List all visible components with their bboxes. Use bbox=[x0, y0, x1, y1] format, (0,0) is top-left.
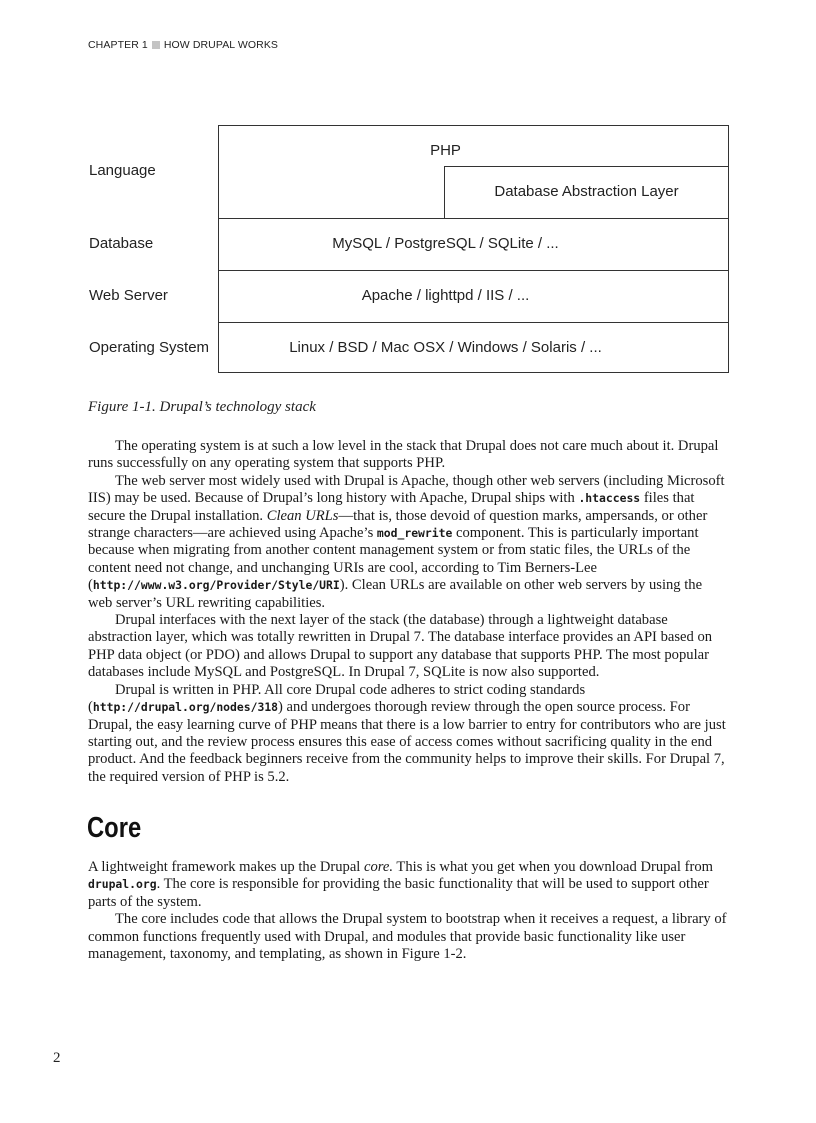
paragraph-php: Drupal is written in PHP. All core Drupal code adheres to strict coding standards (http://drupal.org/nodes/318) and undergoes thorough review through the open source process. For Drupal, the easy learning curve of PHP means that there is a low barrier to entry for contributors who are just starting out, and the review process ensures this ease of access comes without sacrificing quality in the end product. And the feedback beginners receive from the community helps to improve their skills. For Drupal 7, the required version of PHP is 5.2. bbox=[88, 681, 726, 785]
drupal-org-code: drupal.org bbox=[88, 877, 157, 892]
running-head-chapter: CHAPTER 1 bbox=[88, 39, 148, 51]
core-term: core. bbox=[364, 859, 394, 875]
database-label: MySQL / PostgreSQL / SQLite / ... bbox=[332, 235, 559, 252]
figure-caption: Figure 1-1. Drupal’s technology stack bbox=[88, 399, 316, 415]
operating-system-label: Linux / BSD / Mac OSX / Windows / Solaris / ... bbox=[289, 339, 602, 356]
paragraph-database: Drupal interfaces with the next layer of the stack (the database) through a lightweight database abstraction layer, which was totally rewritten in Drupal 7. The database interface provides an API based on PHP data object (or PDO) and allows Drupal to support any database that supports PHP. The most popular databases include MySQL and PostgreSQL. In Drupal 7, SQLite is now also supported. bbox=[88, 612, 713, 681]
w3-uri-link: http://www.w3.org/Provider/Style/URI bbox=[92, 578, 340, 593]
clean-urls-term: Clean URLs bbox=[266, 507, 339, 524]
core-section-text bbox=[88, 859, 729, 963]
running-head-title: HOW DRUPAL WORKS bbox=[163, 39, 279, 51]
database-abstraction-layer-label: Database Abstraction Layer bbox=[494, 183, 679, 200]
paragraph-core-includes: The core includes code that allows the Drupal system to bootstrap when it receives a request, a library of common functions frequently used with Drupal, and modules that provide basic functionality like user management, taxonomy, and templating, as shown in Figure 1-2. bbox=[88, 911, 727, 963]
php-label: PHP bbox=[430, 142, 461, 159]
coding-standards-link: http://drupal.org/nodes/318 bbox=[92, 700, 279, 715]
page-number: 2 bbox=[53, 1050, 61, 1066]
paragraph-web-server: The web server most widely used with Drupal is Apache, though other web servers (including Microsoft IIS) may be used. Because of Drupal’s long history with Apache, Drupal ships with .htaccess files that secure the Drupal installation. Clean URLs—that is, those devoid of question marks, ampersands, or other strange characters—are achieved using Apache’s mod_rewrite component. This is particularly important because when migrating from another content management system or from static files, the URLs of the content need not change, and unchanging URIs are cool, according to Tim Berners-Lee (http://www.w3.org/Provider/Style/URI). Clean URLs are available on other web servers by using the web server’s URL rewriting capabilities. bbox=[88, 472, 725, 611]
section-heading-core: Core bbox=[87, 812, 142, 844]
web-server-label: Apache / lighttpd / IIS / ... bbox=[361, 287, 530, 304]
row-label-language: Language bbox=[89, 162, 156, 179]
paragraph-operating-system: The operating system is at such a low level in the stack that Drupal does not care much about it. Drupal runs successfully on any operating system that supports PHP. bbox=[88, 438, 719, 472]
mod-rewrite-code: mod_rewrite bbox=[376, 526, 453, 541]
row-label-operating-system: Operating System bbox=[89, 339, 210, 356]
row-label-web-server: Web Server bbox=[89, 287, 168, 304]
body-text bbox=[88, 438, 729, 786]
htaccess-code: .htaccess bbox=[578, 491, 641, 506]
paragraph-core-framework: A lightweight framework makes up the Drupal core. This is what you get when you download Drupal from drupal.org. The core is responsible for providing the basic functionality that will be used to support other parts of the system. bbox=[88, 859, 713, 910]
technology-stack-figure bbox=[0, 0, 816, 380]
row-label-database: Database bbox=[89, 235, 154, 252]
